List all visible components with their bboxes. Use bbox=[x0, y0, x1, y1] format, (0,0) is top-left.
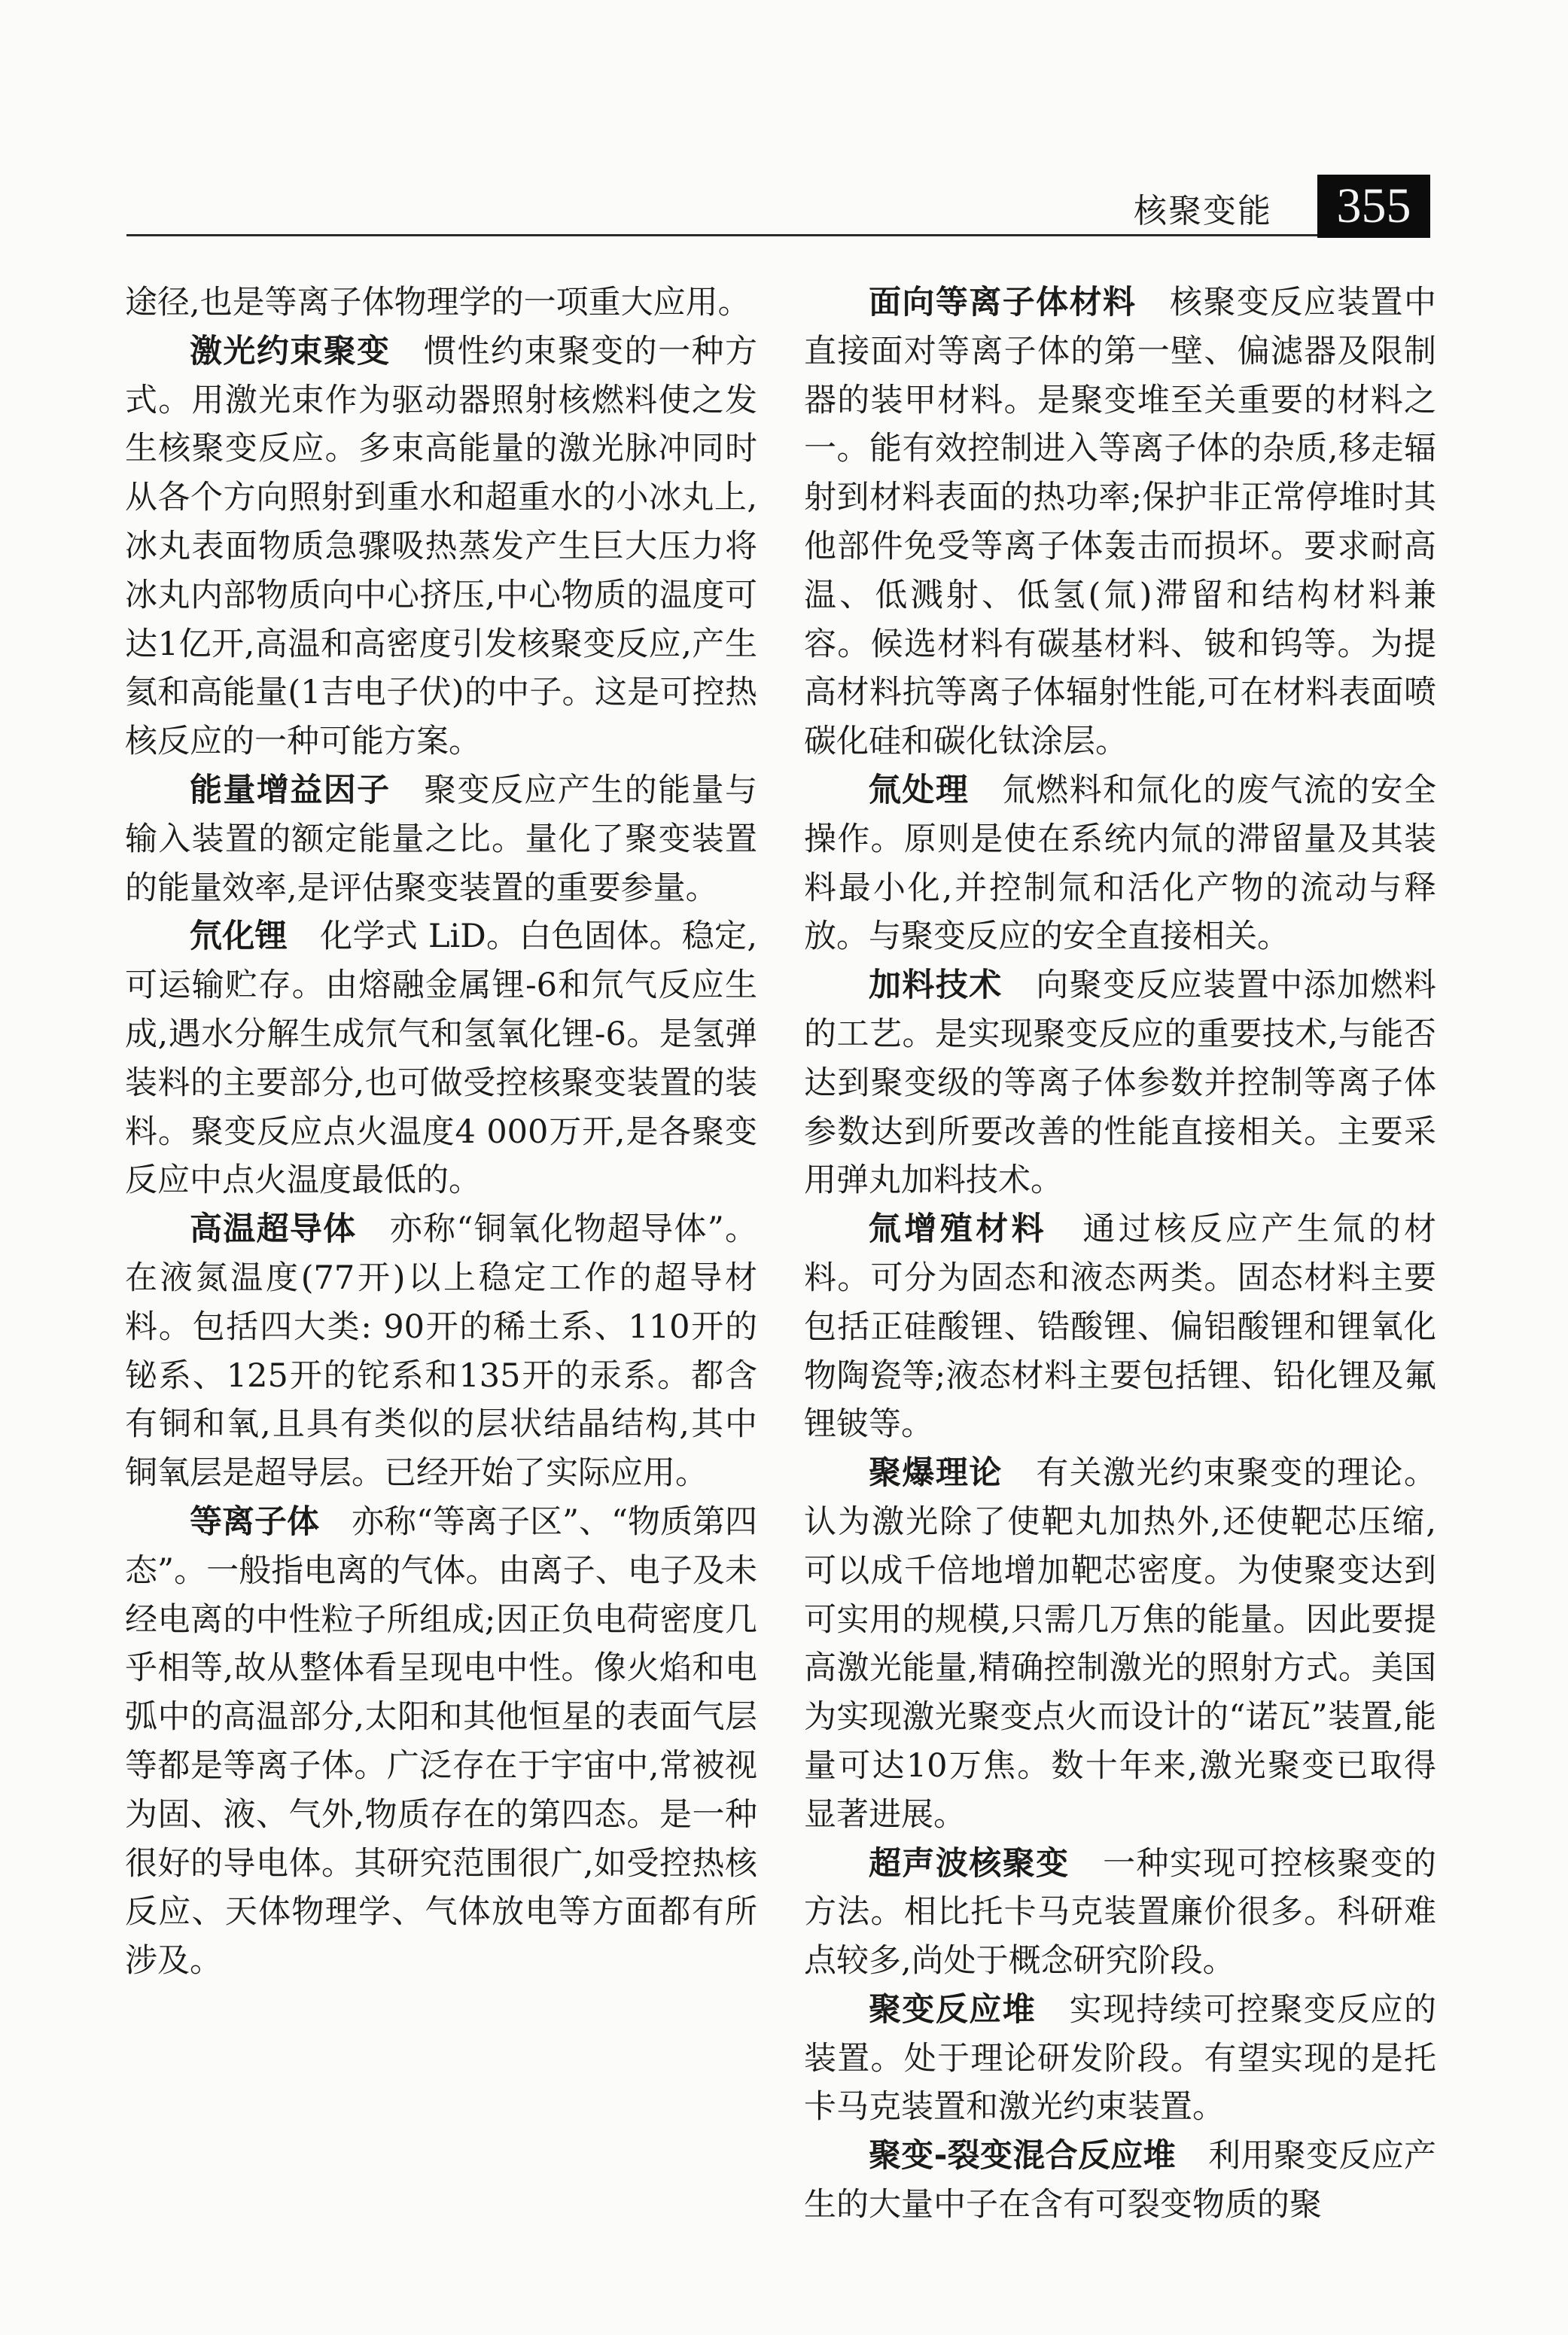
entry bbox=[804, 1449, 1436, 1839]
entry-term: 氘化锂 bbox=[190, 918, 288, 956]
header-rule bbox=[126, 234, 1349, 236]
entry-definition: 核聚变反应装置中直接面对等离子体的第一壁、偏滤器及限制器的装甲材料。是聚变堆至关重要的材料之一。能有效控制进入等离子体的杂质,移走辐射到材料表面的热功率;保护非正常停堆时其他部件免受等离子体轰击而损坏。要求耐高温、低溅射、低氢(氚)滞留和结构材料兼容。候选材料有碳基材料、铍和钨等。为提高材料抗等离子体辐射性能,可在材料表面喷碳化硅和碳化钛涂层。 bbox=[804, 284, 1436, 761]
entry-term: 能量增益因子 bbox=[190, 771, 391, 809]
left-column bbox=[125, 279, 757, 1986]
entry-term: 面向等离子体材料 bbox=[869, 284, 1137, 321]
running-title: 核聚变能 bbox=[1134, 192, 1272, 230]
entry bbox=[125, 327, 757, 766]
entry bbox=[125, 766, 757, 912]
entry-term: 聚爆理论 bbox=[869, 1454, 1003, 1493]
entry bbox=[804, 766, 1436, 961]
entry-term: 高温超导体 bbox=[190, 1210, 357, 1249]
entry bbox=[125, 1498, 757, 1986]
entry-definition: 惯性约束聚变的一种方式。用激光束作为驱动器照射核燃料使之发生核聚变反应。多束高能量的激光脉冲同时从各个方向照射到重水和超重水的小冰丸上,冰丸表面物质急骤吸热蒸发产生巨大压力将冰丸内部物质向中心挤压,中心物质的温度可达1亿开,高温和高密度引发核聚变反应,产生氦和高能量(1吉电子伏)的中子。这是可控热核反应的一种可能方案。 bbox=[125, 332, 757, 761]
entry-term: 氚增殖材料 bbox=[869, 1210, 1047, 1249]
page-number: 355 bbox=[1317, 175, 1430, 238]
entry bbox=[804, 2132, 1436, 2230]
entry-term: 聚变-裂变混合反应堆 bbox=[869, 2137, 1176, 2175]
entry bbox=[804, 1986, 1436, 2132]
page-header bbox=[126, 175, 1430, 244]
entry-term: 加料技术 bbox=[869, 967, 1003, 1005]
entry-definition: 氚燃料和氚化的废气流的安全操作。原则是使在系统内氚的滞留量及其装料最小化,并控制氚和活化产物的流动与释放。与聚变反应的安全直接相关。 bbox=[804, 771, 1436, 956]
entry-term: 激光约束聚变 bbox=[190, 332, 391, 370]
entry-definition: 化学式 LiD。白色固体。稳定,可运输贮存。由熔融金属锂-6和氘气反应生成,遇水分解生成氘气和氢氧化锂-6。是氢弹装料的主要部分,也可做受控核聚变装置的装料。聚变反应点火温度4 000万开,是各聚变反应中点火温度最低的。 bbox=[125, 918, 758, 1200]
entry-term: 等离子体 bbox=[190, 1502, 320, 1541]
entry-definition: 亦称“等离子区”、“物质第四态”。一般指电离的气体。由离子、电子及未经电离的中性粒子所组成;因正负电荷密度几乎相等,故从整体看呈现电中性。像火焰和电弧中的高温部分,太阳和其他恒星的表面气层等都是等离子体。广泛存在于宇宙中,常被视为固、液、气外,物质存在的第四态。是一种很好的导电体。其研究范围很广,如受控热核反应、天体物理学、气体放电等方面都有所涉及。 bbox=[125, 1502, 758, 1980]
entry-definition: 有关激光约束聚变的理论。认为激光除了使靶丸加热外,还使靶芯压缩,可以成千倍地增加靶芯密度。为使聚变达到可实用的规模,只需几万焦的能量。因此要提高激光能量,精确控制激光的照射方式。美国为实现激光聚变点火而设计的“诺瓦”装置,能量可达10万焦。数十年来,激光聚变已取得显著进展。 bbox=[804, 1454, 1436, 1834]
entry-definition: 聚变反应产生的能量与输入装置的额定能量之比。量化了聚变装置的能量效率,是评估聚变装置的重要参量。 bbox=[125, 771, 757, 907]
entry-definition: 一种实现可控核聚变的方法。相比托卡马克装置廉价很多。科研难点较多,尚处于概念研究阶段。 bbox=[804, 1844, 1436, 1980]
right-column bbox=[804, 279, 1436, 2230]
entry-definition: 通过核反应产生氚的材料。可分为固态和液态两类。固态材料主要包括正硅酸锂、锆酸锂、偏铝酸锂和锂氧化物陶瓷等;液态材料主要包括锂、铅化锂及氟锂铍等。 bbox=[804, 1210, 1436, 1444]
entry bbox=[804, 1205, 1436, 1449]
continuation-paragraph: 途径,也是等离子体物理学的一项重大应用。 bbox=[125, 284, 751, 321]
entry-term: 氚处理 bbox=[869, 771, 970, 809]
entry bbox=[804, 961, 1436, 1205]
entry-definition: 向聚变反应装置中添加燃料的工艺。是实现聚变反应的重要技术,与能否达到聚变级的等离子体参数并控制等离子体参数达到所要改善的性能直接相关。主要采用弹丸加料技术。 bbox=[804, 967, 1436, 1200]
entry bbox=[804, 1840, 1436, 1986]
entry-definition: 实现持续可控聚变反应的装置。处于理论研发阶段。有望实现的是托卡马克装置和激光约束装置。 bbox=[804, 1990, 1436, 2126]
entry-definition: 亦称“铜氧化物超导体”。在液氮温度(77开)以上稳定工作的超导材料。包括四大类: 90开的稀土系、110开的铋系、125开的铊系和135开的汞系。都含有铜和氧,且具有类似的层状结晶结构,其中铜氧层是超导层。已经开始了实际应用。 bbox=[125, 1210, 758, 1493]
entry-definition: 利用聚变反应产生的大量中子在含有可裂变物质的聚 bbox=[804, 2137, 1436, 2224]
entry bbox=[804, 279, 1436, 766]
entry-term: 聚变反应堆 bbox=[869, 1990, 1037, 2029]
entry-term: 超声波核聚变 bbox=[869, 1844, 1070, 1883]
entry bbox=[125, 1205, 757, 1498]
entry bbox=[125, 912, 757, 1205]
